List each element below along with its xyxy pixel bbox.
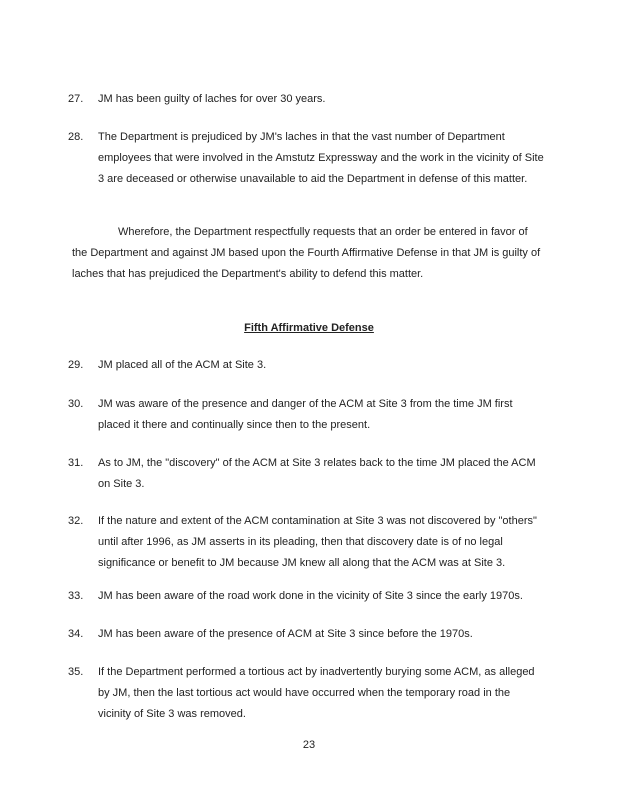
paragraph-number: 28.: [68, 131, 84, 143]
paragraph-text: As to JM, the "discovery" of the ACM at Site 3 relates back to the time JM placed the ACM on Site 3.: [98, 457, 536, 490]
paragraph-number: 33.: [68, 590, 84, 602]
paragraph-34: [68, 624, 544, 645]
paragraph-35: [68, 662, 544, 725]
page-number: 23: [302, 739, 316, 751]
paragraph-number: 35.: [68, 666, 84, 678]
paragraph-number: 27.: [68, 93, 84, 105]
paragraph-number: 32.: [68, 515, 84, 527]
paragraph-number: 34.: [68, 628, 84, 640]
paragraph-text: JM has been aware of the road work done in the vicinity of Site 3 since the early 1970s.: [98, 590, 523, 602]
paragraph-29: [68, 355, 544, 376]
paragraph-number: 31.: [68, 457, 84, 469]
wherefore-clause: Wherefore, the Department respectfully requests that an order be entered in favor of the Department and against JM based upon the Fourth Affirmative Defense in that JM is guilty of laches that has prejudiced the Department's ability to defend this matter.: [72, 226, 541, 280]
section-heading: Fifth Affirmative Defense: [244, 322, 374, 334]
paragraph-28: [68, 127, 544, 190]
paragraph-text: If the Department performed a tortious act by inadvertently burying some ACM, as alleged by JM, then the last tortious act would have occurred when the temporary road in the vicinity of Site 3 was removed.: [98, 666, 535, 720]
paragraph-31: [68, 453, 544, 495]
paragraph-27: [68, 89, 544, 110]
paragraph-text: JM was aware of the presence and danger of the ACM at Site 3 from the time JM first placed it there and continually since then to the present.: [98, 398, 513, 431]
paragraph-text: The Department is prejudiced by JM's laches in that the vast number of Department employees that were involved in the Amstutz Expressway and the work in the vicinity of Site 3 are deceased or otherwise unavailable to aid the Department in defense of this matter.: [98, 131, 544, 185]
paragraph-text: JM placed all of the ACM at Site 3.: [98, 359, 267, 371]
paragraph-32: [68, 511, 544, 574]
paragraph-text: If the nature and extent of the ACM contamination at Site 3 was not discovered by "others" until after 1996, as JM asserts in its pleading, then that discovery date is of no legal significance or benefit to JM because JM knew all along that the ACM was at Site 3.: [98, 515, 537, 569]
paragraph-number: 29.: [68, 359, 84, 371]
paragraph-text: JM has been aware of the presence of ACM at Site 3 since before the 1970s.: [98, 628, 473, 640]
paragraph-number: 30.: [68, 398, 84, 410]
paragraph-text: JM has been guilty of laches for over 30 years.: [98, 93, 326, 105]
paragraph-33: [68, 586, 544, 607]
paragraph-30: [68, 394, 544, 436]
